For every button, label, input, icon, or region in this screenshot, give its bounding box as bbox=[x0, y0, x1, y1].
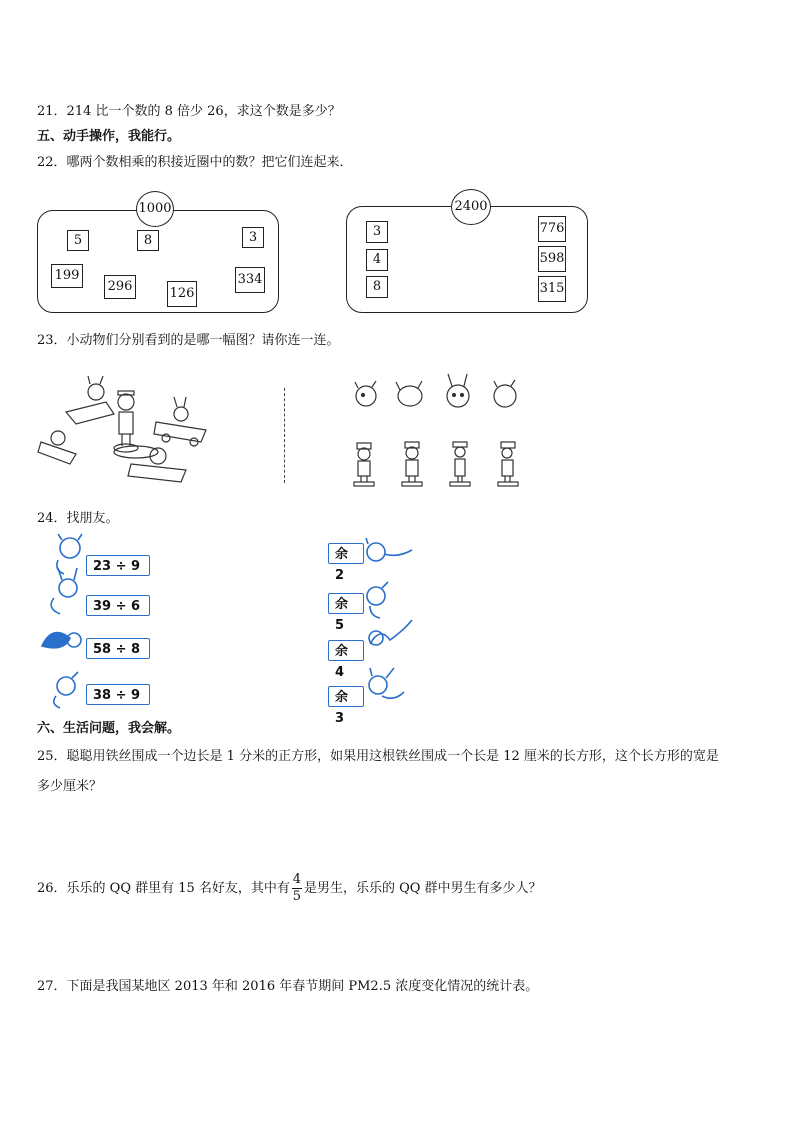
remainder-card: 余4 bbox=[328, 640, 364, 661]
question-25-line-1: 25．聪聪用铁丝围成一个边长是 1 分米的正方形，如果用这根铁丝围成一个长是 12 厘米的长方形，这个长方形的宽是 bbox=[37, 749, 719, 764]
number-box: 598 bbox=[538, 246, 566, 272]
question-27: 27．下面是我国某地区 2013 年和 2016 年春节期间 PM2.5 浓度变化情况的统计表。 bbox=[37, 979, 539, 994]
fraction bbox=[292, 873, 302, 904]
number-box: 3 bbox=[366, 221, 388, 243]
remainder-card: 余2 bbox=[328, 543, 364, 564]
remainder-card: 余5 bbox=[328, 593, 364, 614]
number-box: 8 bbox=[366, 276, 388, 298]
fraction-denominator: 5 bbox=[292, 889, 302, 904]
question-26-after: 是男生，乐乐的 QQ 群中男生有多少人？ bbox=[303, 881, 542, 896]
division-card: 38 ÷ 9 bbox=[86, 684, 150, 705]
division-card: 58 ÷ 8 bbox=[86, 638, 150, 659]
number-box: 5 bbox=[67, 230, 89, 251]
question-22: 22．哪两个数相乘的积接近圈中的数？把它们连起来． bbox=[37, 155, 353, 170]
divider-line bbox=[284, 388, 285, 483]
target-1000: 1000 bbox=[136, 191, 174, 227]
view-options-illustration bbox=[350, 376, 530, 488]
number-box: 8 bbox=[137, 230, 159, 251]
section-6-title: 六、生活问题，我会解。 bbox=[37, 721, 181, 736]
animal-sketches-right bbox=[362, 540, 418, 710]
number-box: 4 bbox=[366, 249, 388, 271]
number-box: 334 bbox=[235, 267, 265, 293]
division-card: 23 ÷ 9 bbox=[86, 555, 150, 576]
section-5-title: 五、动手操作，我能行。 bbox=[37, 129, 181, 144]
animals-scene-illustration bbox=[36, 372, 226, 490]
number-box: 126 bbox=[167, 281, 197, 307]
question-24: 24．找朋友。 bbox=[37, 511, 119, 526]
number-box: 199 bbox=[51, 264, 83, 288]
question-25-line-2: 多少厘米？ bbox=[37, 779, 103, 794]
number-box: 296 bbox=[104, 275, 136, 299]
remainder-card: 余3 bbox=[328, 686, 364, 707]
number-box: 3 bbox=[242, 227, 264, 248]
target-2400: 2400 bbox=[451, 189, 491, 225]
question-21: 21．214 比一个数的 8 倍少 26，求这个数是多少？ bbox=[37, 104, 341, 119]
fraction-numerator: 4 bbox=[292, 872, 302, 887]
question-23: 23．小动物们分别看到的是哪一幅图？请你连一连。 bbox=[37, 333, 340, 348]
division-card: 39 ÷ 6 bbox=[86, 595, 150, 616]
question-26-before: 26．乐乐的 QQ 群里有 15 名好友，其中有 bbox=[37, 881, 290, 896]
question-26 bbox=[37, 872, 542, 906]
number-box: 776 bbox=[538, 216, 566, 242]
number-box: 315 bbox=[538, 276, 566, 302]
